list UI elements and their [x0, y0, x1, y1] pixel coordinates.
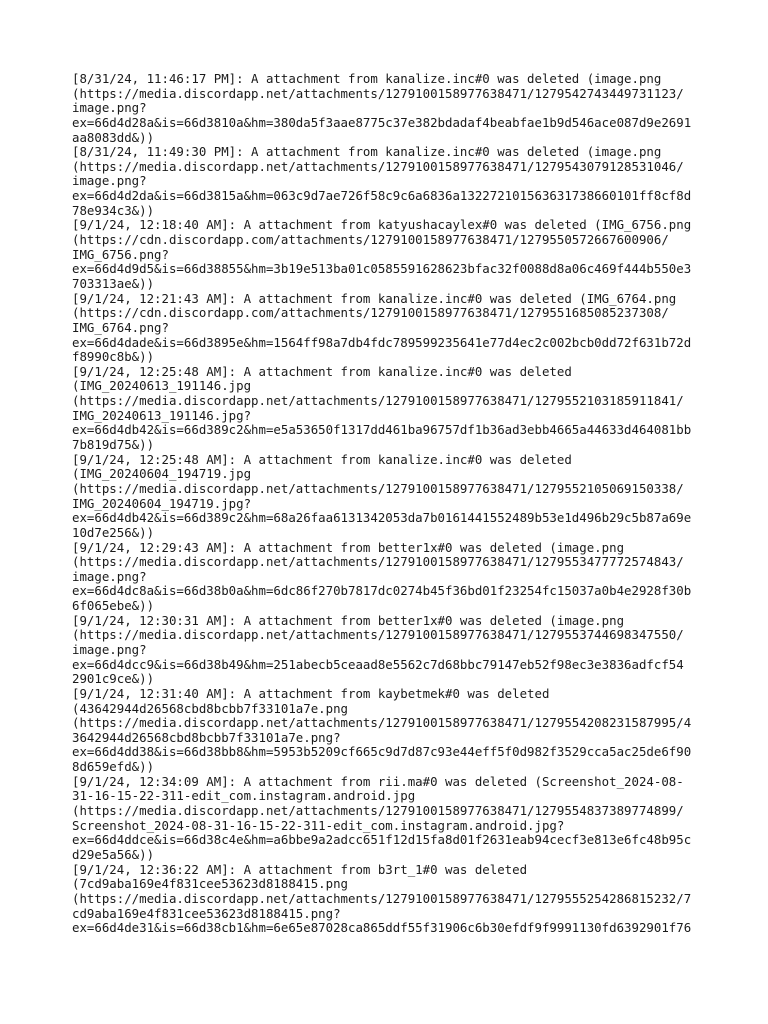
- log-line: 2901c9ce&)): [72, 671, 155, 687]
- log-line: ex=66d4dcc9&is=66d38b49&hm=251abecb5ceaad8e5562c7d68bbc79147eb52f98ec3e3836adfcf54: [72, 656, 684, 672]
- log-line: IMG_20240613_191146.jpg?: [72, 407, 252, 423]
- log-line: image.png?: [72, 641, 147, 657]
- log-line: (https://cdn.discordapp.com/attachments/1279100158977638471/1279550572667600906/: [72, 232, 669, 248]
- log-line: (IMG_20240613_191146.jpg: [72, 378, 252, 394]
- log-line: ex=66d4dade&is=66d3895e&hm=1564ff98a7db4fdc789599235641e77d4ec2c002bcb0dd72f631b72d: [72, 334, 692, 350]
- log-line: ex=66d4ddce&is=66d38c4e&hm=a6bbe9a2adcc651f12d15fa8d01f2631eab94cecf3e813e6fc48b95c: [72, 832, 692, 848]
- log-line: [8/31/24, 11:49:30 PM]: A attachment from kanalize.inc#0 was deleted (image.png: [72, 144, 662, 160]
- log-line: f8990c8b&)): [72, 349, 155, 365]
- log-line: ex=66d4dd38&is=66d38bb8&hm=5953b5209cf665c9d7d87c93e44eff5f0d982f3529cca5ac25de6f90: [72, 744, 692, 760]
- log-line: (IMG_20240604_194719.jpg: [72, 466, 252, 482]
- log-line: (https://media.discordapp.net/attachments/1279100158977638471/1279552103185911841/: [72, 393, 684, 409]
- log-line: (https://media.discordapp.net/attachments/1279100158977638471/1279542743449731123/: [72, 85, 684, 101]
- log-line: (https://media.discordapp.net/attachments/1279100158977638471/1279554208231587995/4: [72, 715, 692, 731]
- log-line: IMG_6764.png?: [72, 319, 169, 335]
- log-line: [9/1/24, 12:30:31 AM]: A attachment from better1x#0 was deleted (image.png: [72, 612, 625, 628]
- log-line: cd9aba169e4f831cee53623d8188415.png?: [72, 905, 341, 921]
- log-line: image.png?: [72, 173, 147, 189]
- log-line: [9/1/24, 12:25:48 AM]: A attachment from kanalize.inc#0 was deleted: [72, 363, 572, 379]
- log-line: [9/1/24, 12:36:22 AM]: A attachment from b3rt_1#0 was deleted: [72, 861, 528, 877]
- log-line: (https://media.discordapp.net/attachments/1279100158977638471/1279553744698347550/: [72, 627, 684, 643]
- log-line: 6f065ebe&)): [72, 598, 155, 614]
- log-line: [9/1/24, 12:21:43 AM]: A attachment from kanalize.inc#0 was deleted (IMG_6764.png: [72, 290, 677, 306]
- log-line: ex=66d4d28a&is=66d3810a&hm=380da5f3aae8775c37e382bdadaf4beabfae1b9d546ace087d9e2691: [72, 114, 692, 130]
- log-line: (https://media.discordapp.net/attachments/1279100158977638471/1279543079128531046/: [72, 158, 684, 174]
- log-line: d29e5a56&)): [72, 846, 155, 862]
- log-line: ex=66d4d9d5&is=66d38855&hm=3b19e513ba01c0585591628623bfac32f0088d8a06c469f444b550e3: [72, 261, 692, 277]
- log-line: image.png?: [72, 568, 147, 584]
- log-line: 8d659efd&)): [72, 759, 155, 775]
- log-line: (https://cdn.discordapp.com/attachments/1279100158977638471/1279551685085237308/: [72, 305, 669, 321]
- log-line: (https://media.discordapp.net/attachments/1279100158977638471/1279555254286815232/7: [72, 890, 692, 906]
- log-line: 31-16-15-22-311-edit_com.instagram.android.jpg: [72, 788, 416, 804]
- log-line: 7b819d75&)): [72, 437, 155, 453]
- log-line: ex=66d4de31&is=66d38cb1&hm=6e65e87028ca865ddf55f31906c6b30efdf9f9991130fd6392901f76: [72, 920, 692, 936]
- log-line: IMG_20240604_194719.jpg?: [72, 495, 252, 511]
- log-line: Screenshot_2024-08-31-16-15-22-311-edit_com.instagram.android.jpg?: [72, 817, 565, 833]
- log-line: (https://media.discordapp.net/attachments/1279100158977638471/1279554837389774899/: [72, 803, 684, 819]
- log-line: [9/1/24, 12:31:40 AM]: A attachment from kaybetmek#0 was deleted: [72, 685, 550, 701]
- log-line: 3642944d26568cbd8bcbb7f33101a7e.png?: [72, 729, 341, 745]
- log-line: (43642944d26568cbd8bcbb7f33101a7e.png: [72, 700, 349, 716]
- log-line: 703313ae&)): [72, 275, 155, 291]
- log-line: image.png?: [72, 100, 147, 116]
- log-line: (7cd9aba169e4f831cee53623d8188415.png: [72, 876, 349, 892]
- log-line: ex=66d4db42&is=66d389c2&hm=e5a53650f1317dd461ba96757df1b36ad3ebb4665a44633d464081bb: [72, 422, 692, 438]
- log-line: 10d7e256&)): [72, 524, 155, 540]
- log-line: ex=66d4db42&is=66d389c2&hm=68a26faa6131342053da7b0161441552489b53e1d496b29c5b87a69e: [72, 510, 692, 526]
- log-line: [9/1/24, 12:29:43 AM]: A attachment from better1x#0 was deleted (image.png: [72, 539, 625, 555]
- log-line: [9/1/24, 12:34:09 AM]: A attachment from rii.ma#0 was deleted (Screenshot_2024-08-: [72, 773, 684, 789]
- log-line: 78e934c3&)): [72, 202, 155, 218]
- log-line: (https://media.discordapp.net/attachments/1279100158977638471/1279553477772574843/: [72, 554, 684, 570]
- deleted-attachments-log: [72, 72, 712, 936]
- log-line: aa8083dd&)): [72, 129, 155, 145]
- log-line: [9/1/24, 12:25:48 AM]: A attachment from kanalize.inc#0 was deleted: [72, 451, 572, 467]
- log-line: IMG_6756.png?: [72, 246, 169, 262]
- log-line: [8/31/24, 11:46:17 PM]: A attachment from kanalize.inc#0 was deleted (image.png: [72, 71, 662, 86]
- log-line: (https://media.discordapp.net/attachments/1279100158977638471/1279552105069150338/: [72, 480, 684, 496]
- log-line: ex=66d4d2da&is=66d3815a&hm=063c9d7ae726f58c9c6a6836a132272101563631738660101ff8cf8d: [72, 188, 692, 204]
- log-line: [9/1/24, 12:18:40 AM]: A attachment from katyushacaylex#0 was deleted (IMG_6756.png: [72, 217, 692, 233]
- log-line: ex=66d4dc8a&is=66d38b0a&hm=6dc86f270b7817dc0274b45f36bd01f23254fc15037a0b4e2928f30b: [72, 583, 692, 599]
